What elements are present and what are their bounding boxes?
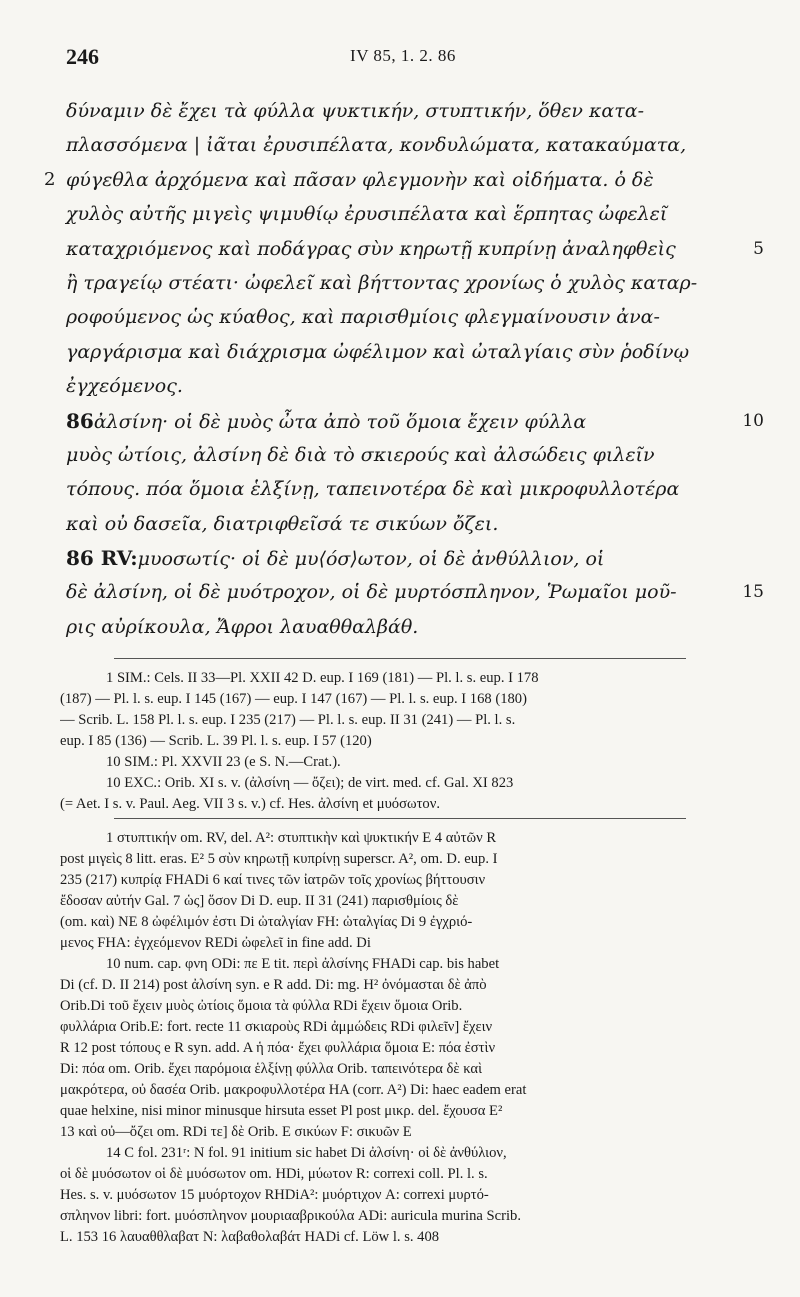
line-text: ἀλσίνη· οἱ δὲ μυὸς ὦτα ἀπὸ τοῦ ὅμοια ἔχειν φύλλα xyxy=(93,410,587,433)
apparatus-line: μακρότερα, οὐ δασέα Orib. μακροφυλλοτέρα HA (corr. A²) Di: haec eadem erat xyxy=(60,1082,527,1098)
line-number: 15 xyxy=(742,582,764,603)
text-line xyxy=(44,369,764,403)
section-divider xyxy=(114,658,686,659)
line-text: καὶ οὐ δασεῖα, διατριφθεῖσά τε σικύων ὄζει. xyxy=(66,512,499,535)
line-text: πλασσόμενα | ἰᾶται ἐρυσιπέλατα, κονδυλώματα, κατακαύματα, xyxy=(66,134,687,157)
apparatus-line: quae helxine, nisi minor minusque hirsuta esset Pl post μικρ. del. ἔχουσα E² xyxy=(60,1103,503,1119)
apparatus-line: 10 SIM.: Pl. XXVII 23 (e S. N.—Crat.). xyxy=(106,754,341,770)
text-line xyxy=(44,507,764,541)
text-line xyxy=(44,610,764,644)
line-text: δὲ ἀλσίνη, οἱ δὲ μυότροχον, οἱ δὲ μυρτόσπληνον, Ῥωμαῖοι μοῦ- xyxy=(66,581,677,604)
apparatus-line: (187) — Pl. l. s. eup. I 145 (167) — eup. I 147 (167) — Pl. l. s. eup. I 168 (180) xyxy=(60,691,527,707)
apparatus-line: Orib.Di τοῦ ἔχειν μυὸς ὠτίοις ὅμοια τὰ φύλλα RDi ἔχειν ὅμοια Orib. xyxy=(60,998,463,1014)
section-number: 86 xyxy=(66,408,94,433)
apparatus-line: φυλλάρια Orib.E: fort. recte 11 σκιαροὺς RDi ἀμμώδεις RDi φιλεῖν] ἔχειν xyxy=(60,1019,493,1035)
line-text: χυλὸς αὐτῆς μιγεὶς ψιμυθίῳ ἐρυσιπέλατα καὶ ἕρπητας ὠφελεῖ xyxy=(66,203,668,226)
text-line xyxy=(44,163,764,197)
line-number: 5 xyxy=(753,238,764,259)
line-text: ροφούμενος ὡς κύαθος, καὶ παρισθμίοις φλεγμαίνουσιν ἀνα- xyxy=(66,306,660,329)
page-number: 246 xyxy=(66,44,99,69)
line-text: μυὸς ὠτίοις, ἀλσίνη δὲ διὰ τὸ σκιερούς καὶ ἀλσώδεις φιλεῖν xyxy=(66,443,655,466)
apparatus-line: μενος FHA: ἐγχεόμενον REDi ὠφελεῖ in fine add. Di xyxy=(60,935,371,951)
text-line xyxy=(44,472,764,506)
text-line xyxy=(44,438,764,472)
apparatus-line: Di (cf. D. II 214) post ἀλσίνη syn. e R add. Di: mg. H² ὀνόμασται δὲ ἀπὸ xyxy=(60,977,487,993)
apparatus-line: 10 EXC.: Orib. XI s. v. (ἀλσίνη — ὄζει); de virt. med. cf. Gal. XI 823 xyxy=(106,775,514,791)
text-line xyxy=(44,300,764,334)
running-head: IV 85, 1. 2. 86 xyxy=(350,46,456,65)
text-line xyxy=(44,197,764,231)
critical-apparatus xyxy=(60,828,762,1248)
apparatus-line: 1 SIM.: Cels. II 33—Pl. XXII 42 D. eup. I 169 (181) — Pl. l. s. eup. I 178 xyxy=(106,670,539,686)
page-header xyxy=(66,44,740,72)
apparatus-line: 1 στυπτικήν om. RV, del. A²: στυπτικὴν καὶ ψυκτικήν E 4 αὐτῶν R xyxy=(106,830,497,846)
line-text: τόπους. πόα ὅμοια ἑλξίνῃ, ταπεινοτέρα δὲ καὶ μικροφυλλοτέρα xyxy=(66,478,680,501)
apparatus-line: 14 C fol. 231ʳ: N fol. 91 initium sic habet Di ἀλσίνη· οἱ δὲ ἀνθύλιον, xyxy=(106,1145,507,1161)
text-line xyxy=(44,335,764,369)
similia-apparatus xyxy=(60,668,762,815)
main-text xyxy=(44,94,764,644)
line-text: καταχριόμενος καὶ ποδάγρας σὺν κηρωτῇ κυπρίνῃ ἀναληφθεὶς xyxy=(66,237,676,260)
apparatus-line: ἔδοσαν αὐτήν Gal. 7 ὡς] ὅσον Di D. eup. II 31 (241) παρισθμίοις δὲ xyxy=(60,893,459,909)
line-text: φύγεθλα ἀρχόμενα καὶ πᾶσαν φλεγμονὴν καὶ οἰδήματα. ὁ δὲ xyxy=(66,168,654,191)
line-text: μυοσωτίς· οἱ δὲ μυ⟨όσ⟩ωτον, οἱ δὲ ἀνθύλλιον, οἱ xyxy=(137,548,605,571)
apparatus-line: — Scrib. L. 158 Pl. l. s. eup. I 235 (217) — Pl. l. s. eup. II 31 (241) — Pl. l. s. xyxy=(60,712,516,728)
text-line xyxy=(44,232,764,266)
line-text: γαργάρισμα καὶ διάχρισμα ὠφέλιμον καὶ ὠταλγίαις σὺν ῥοδίνῳ xyxy=(66,340,690,363)
text-line xyxy=(44,266,764,300)
line-text: ἐγχεόμενος. xyxy=(66,375,183,398)
line-number-left: 2 xyxy=(44,168,56,190)
text-line xyxy=(44,575,764,609)
line-number: 10 xyxy=(742,410,764,431)
line-text: ρις αὐρίκουλα, Ἄφροι λαυαθθαλβάθ. xyxy=(66,615,419,638)
apparatus-line: σπληνον libri: fort. μυόσπληνον μουριααβρικούλα ADi: auricula murina Scrib. xyxy=(60,1208,521,1224)
apparatus-line: οἱ δὲ μυόσωτον οἱ δὲ μυόσωτον om. HDi, μύωτον R: correxi coll. Pl. l. s. xyxy=(60,1166,488,1182)
line-text: ἢ τραγείῳ στέατι· ὠφελεῖ καὶ βήττοντας χρονίως ὁ χυλὸς καταρ- xyxy=(66,271,698,294)
text-line xyxy=(44,404,764,438)
apparatus-line: Hes. s. v. μυόσωτον 15 μυόρτοχον RHDiA²: μυόρτιχον A: correxi μυρτό- xyxy=(60,1187,489,1203)
text-line xyxy=(44,128,764,162)
apparatus-line: (= Aet. I s. v. Paul. Aeg. VII 3 s. v.) cf. Hes. ἀλσίνη et μυόσωτον. xyxy=(60,796,440,812)
apparatus-line: 13 καὶ οὐ—ὄζει om. RDi τε] δὲ Orib. E σικύων F: σικυῶν E xyxy=(60,1124,412,1140)
apparatus-line: Di: πόα om. Orib. ἔχει παρόμοια ἑλξίνῃ φύλλα Orib. ταπεινότερα δὲ καὶ xyxy=(60,1061,483,1077)
apparatus-divider xyxy=(114,818,686,819)
apparatus-line: 235 (217) κυπρίᾳ FHADi 6 καί τινες τῶν ἰατρῶν τοῖς χρονίως βήττουσιν xyxy=(60,872,486,888)
text-line xyxy=(44,94,764,128)
apparatus-line: L. 153 16 λαυαθθλαβατ N: λαβαθολαβάτ HADi cf. Löw l. s. 408 xyxy=(60,1229,440,1245)
apparatus-line: 10 num. cap. φνη ODi: πε E tit. περὶ ἀλσίνης FHADi cap. bis habet xyxy=(106,956,500,972)
apparatus-line: R 12 post τόπους e R syn. add. A ἡ πόα· ἔχει φυλλάρια ὅμοια E: πόα ἐστὶν xyxy=(60,1040,496,1056)
apparatus-line: (om. καὶ) NE 8 ὠφέλιμόν ἐστι Di ὠταλγίαν FH: ὠταλγίας Di 9 ἐγχριό- xyxy=(60,914,473,930)
text-line xyxy=(44,541,764,575)
line-text: δύναμιν δὲ ἔχει τὰ φύλλα ψυκτικήν, στυπτικήν, ὅθεν κατα- xyxy=(66,100,645,122)
apparatus-line: post μιγεὶς 8 litt. eras. E² 5 σὺν κηρωτῇ κυπρίνῃ superscr. A², om. D. eup. I xyxy=(60,851,498,867)
section-number: 86 RV: xyxy=(66,546,138,571)
apparatus-line: eup. I 85 (136) — Scrib. L. 39 Pl. l. s. eup. I 57 (120) xyxy=(60,733,372,749)
